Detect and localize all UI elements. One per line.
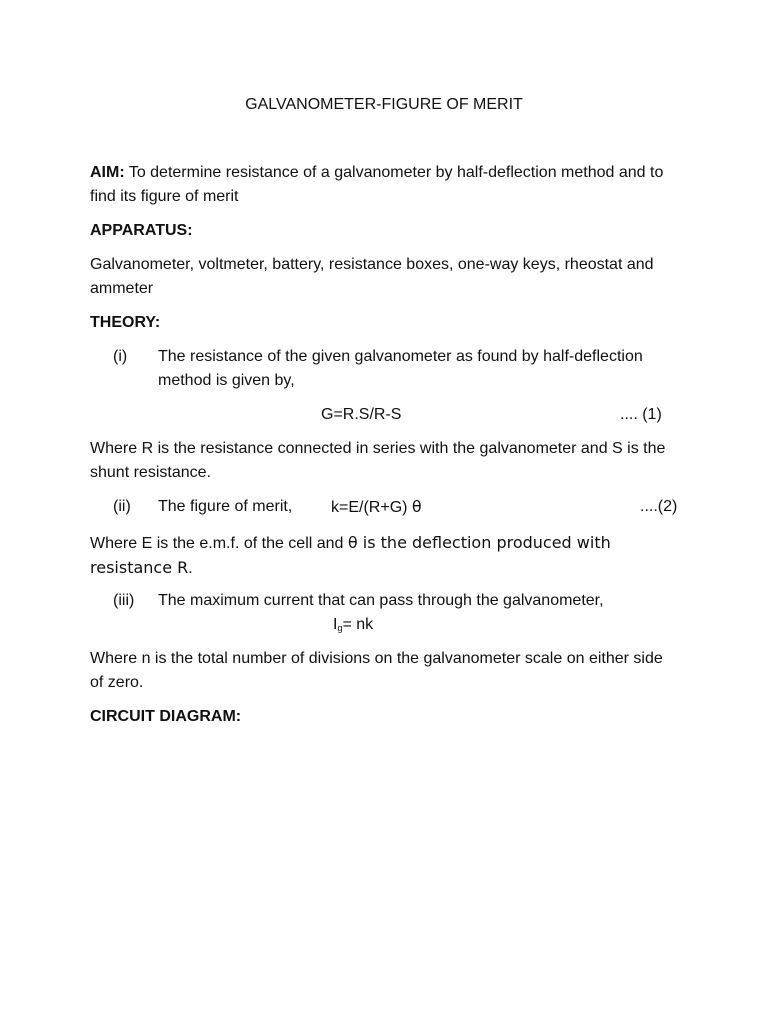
equation-1: G=R.S/R-S (321, 406, 402, 423)
item-text-1: The resistance of the given galvanometer as found by half-deflection method is given by, (158, 348, 643, 389)
circuit-diagram-heading: CIRCUIT DIAGRAM: (90, 708, 242, 725)
item-marker-2: (ii) (113, 498, 131, 515)
item-text-3: The maximum current that can pass through the galvanometer, (158, 592, 604, 609)
where2-prefix: Where E is the e.m.f. of the cell and (90, 535, 348, 552)
theory-heading: THEORY: (90, 314, 161, 331)
where-paragraph-2 (90, 531, 680, 581)
equation-2-expr: k=E/(R+G) (331, 499, 412, 516)
item-marker-3: (iii) (113, 592, 135, 609)
equation-number-2: ....(2) (640, 498, 678, 515)
aim-paragraph (90, 161, 680, 209)
where2-theta-phrase: θ is the deflection produced with resistance R (90, 533, 611, 577)
equation-number-1: .... (1) (620, 406, 662, 423)
equation-3-rest: = nk (342, 616, 374, 633)
aim-label: AIM: (90, 164, 125, 181)
theta-symbol: θ (411, 497, 422, 516)
aim-text: To determine resistance of a galvanometer by half-deflection method and to find its figure of merit (90, 164, 664, 205)
equation-3 (333, 613, 373, 637)
where2-suffix: . (188, 560, 193, 577)
document-title: GALVANOMETER-FIGURE OF MERIT (245, 96, 523, 113)
where-paragraph-1: Where R is the resistance connected in series with the galvanometer and S is the shunt resistance. (90, 440, 666, 481)
where-paragraph-3: Where n is the total number of divisions on the galvanometer scale on either side of zero. (90, 650, 663, 691)
equation-3-main: I (333, 616, 338, 633)
apparatus-text: Galvanometer, voltmeter, battery, resistance boxes, one-way keys, rheostat and ammeter (90, 256, 654, 297)
item-marker-1: (i) (113, 348, 128, 365)
equation-3-subscript: g (337, 623, 343, 633)
apparatus-heading: APPARATUS: (90, 222, 193, 239)
item-text-2: The figure of merit, (158, 498, 293, 515)
equation-2 (331, 495, 422, 520)
